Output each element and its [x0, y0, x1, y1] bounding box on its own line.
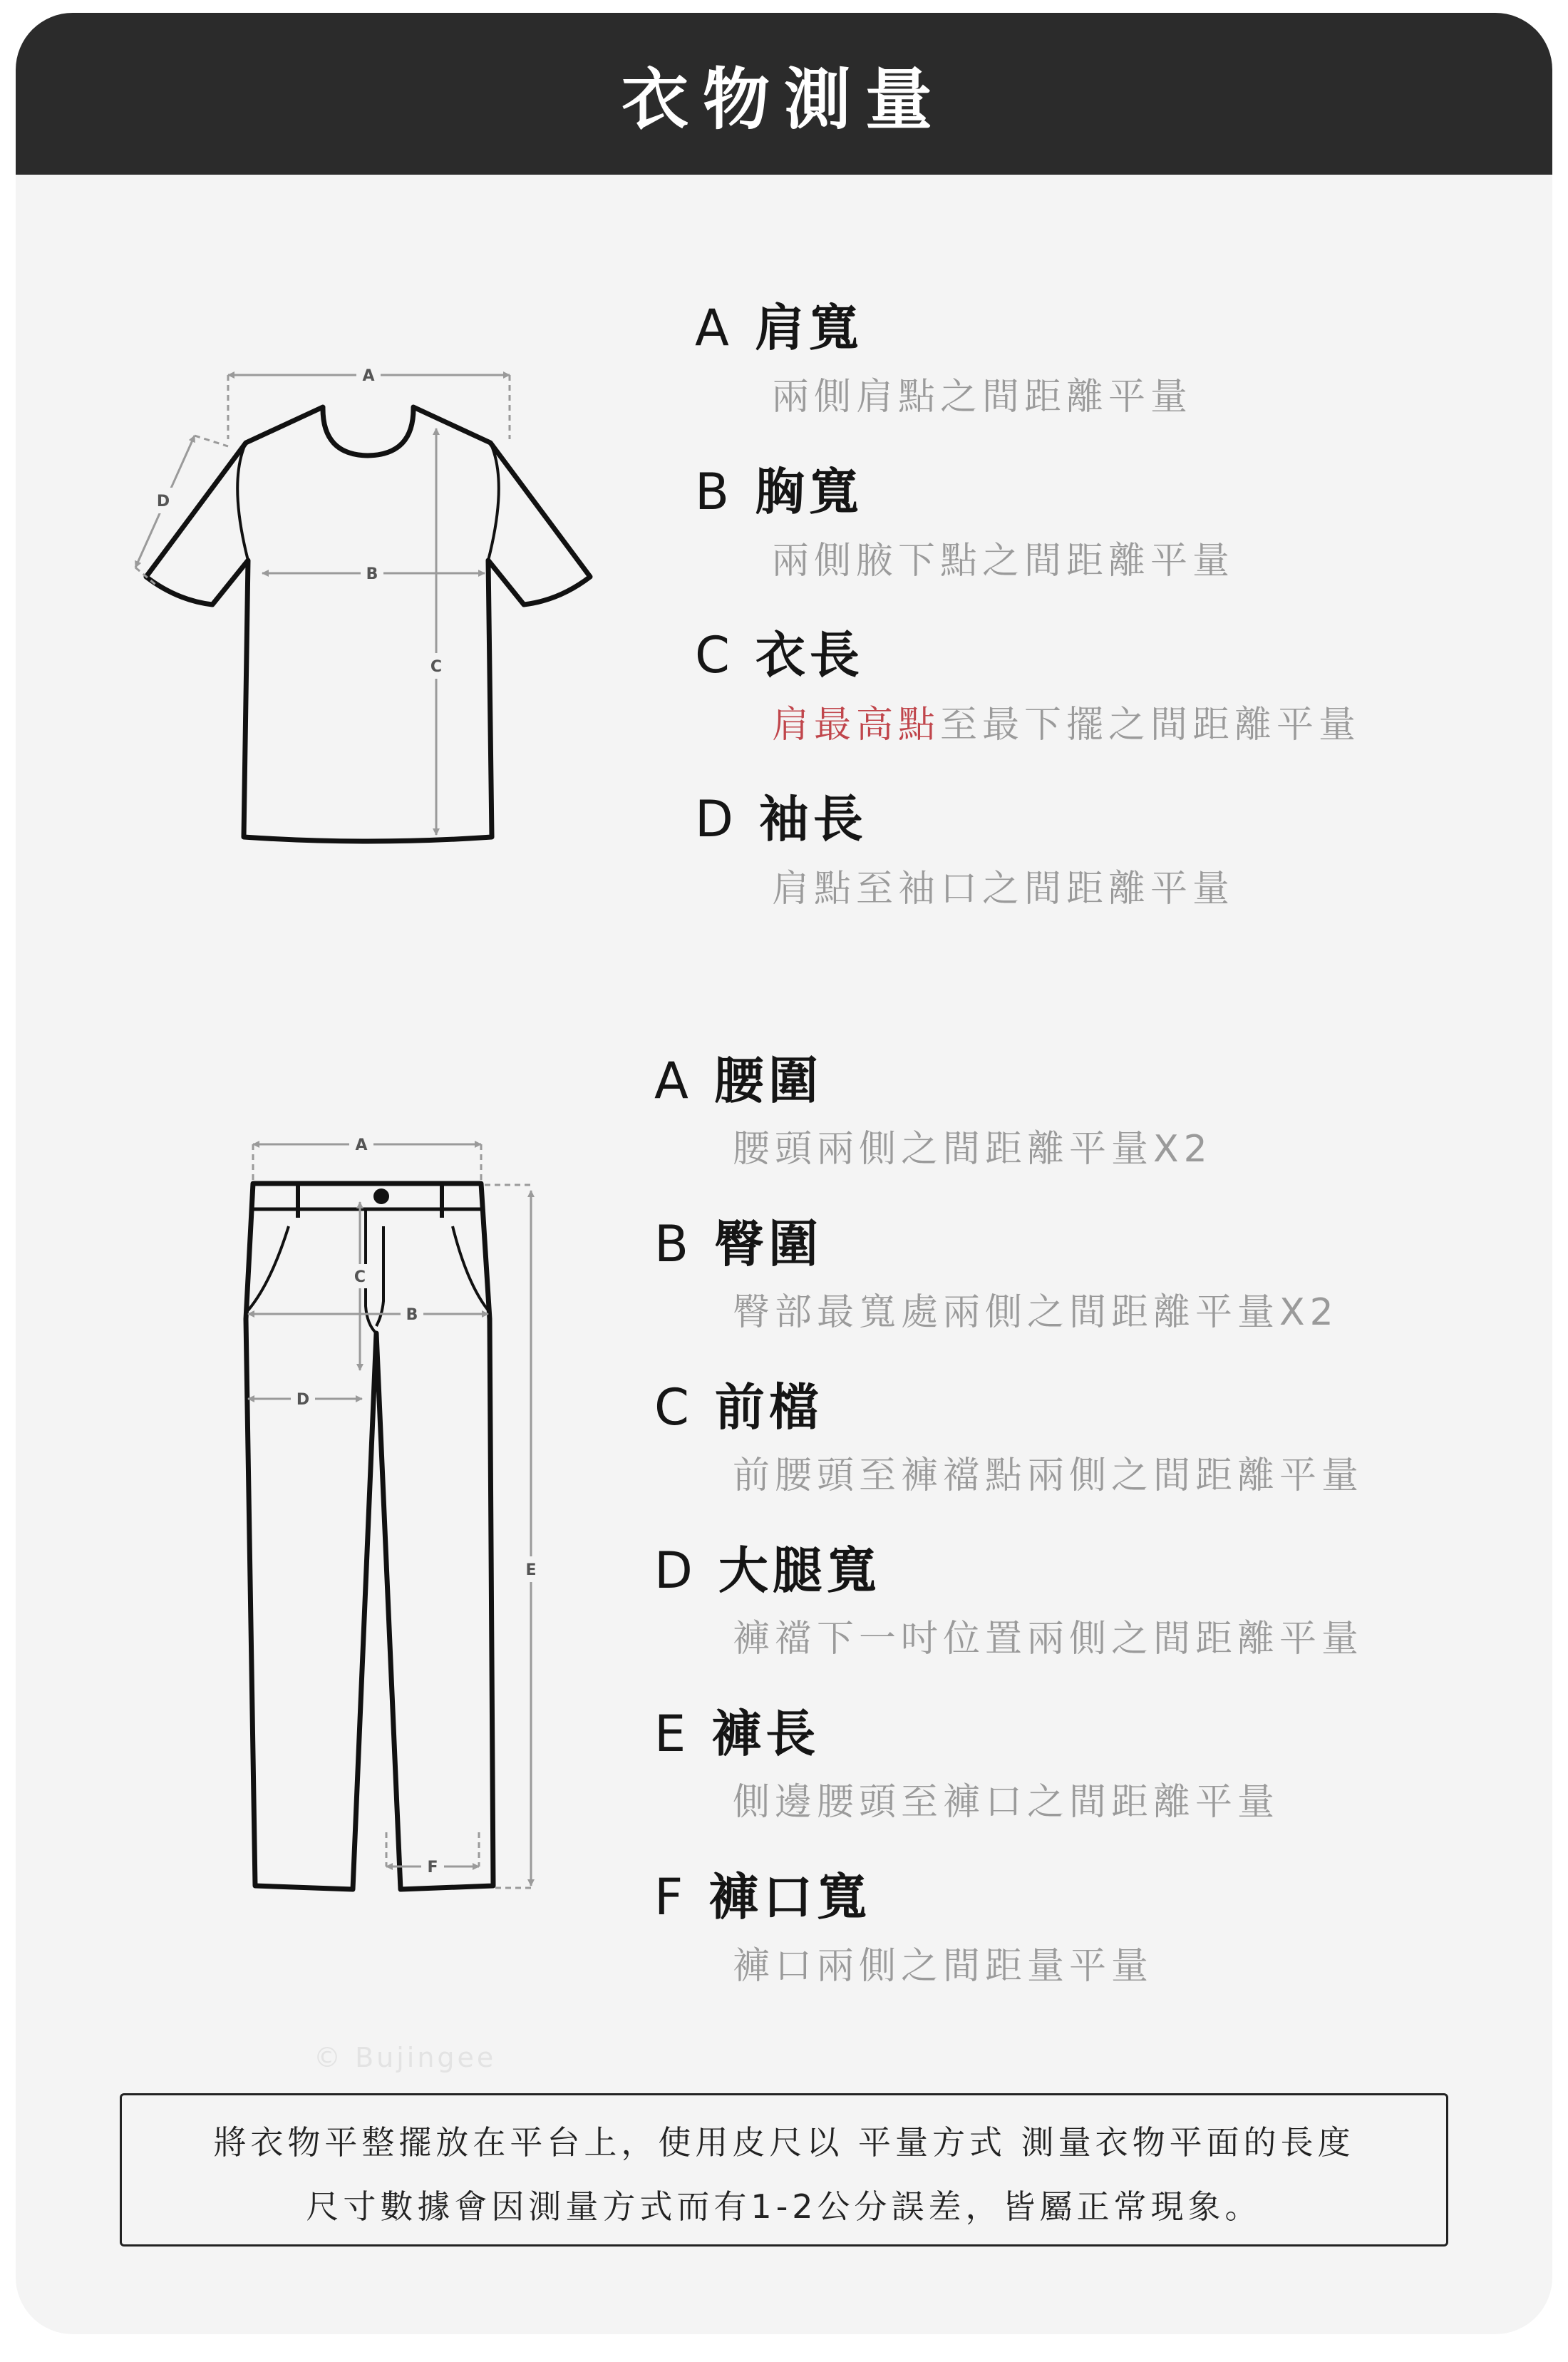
- shirt-item-d-title: D 袖長: [695, 790, 867, 848]
- shirt-label-b: B: [366, 565, 378, 583]
- pants-item-f-desc: 褲口兩側之間距量平量: [733, 1945, 1154, 1988]
- pants-item-f-title: F 褲口寬: [654, 1868, 872, 1926]
- measurement-note-box: [120, 2093, 1448, 2247]
- shirt-outline: [146, 407, 590, 841]
- pants-item-e-desc: 側邊腰頭至褲口之間距離平量: [733, 1781, 1280, 1824]
- pants-item-a-title: A 腰圍: [654, 1052, 822, 1110]
- pants-label-e: E: [525, 1561, 537, 1579]
- pants-item-e-title: E 褲長: [654, 1705, 820, 1763]
- pants-outline: [246, 1183, 493, 1889]
- shirt-item-d-desc: 肩點至袖口之間距離平量: [772, 868, 1235, 910]
- pants-item-b-desc: 臀部最寬處兩側之間距離平量X2: [733, 1291, 1339, 1334]
- shirt-item-a-title: A 肩寬: [695, 299, 863, 357]
- pants-diagram: [214, 1119, 570, 1904]
- note-line-1: 將衣物平整擺放在平台上，使用皮尺以 平量方式 測量衣物平面的長度: [213, 2123, 1355, 2162]
- pants-item-b-title: B 臀圍: [654, 1215, 823, 1273]
- note-line-2: 尺寸數據會因測量方式而有1-2公分誤差，皆屬正常現象。: [306, 2187, 1262, 2226]
- shirt-measure-lines: [135, 375, 510, 835]
- page-title: 衣物測量: [621, 61, 947, 139]
- shirt-item-a-desc: 兩側肩點之間距離平量: [772, 376, 1193, 419]
- pants-item-d-desc: 褲襠下一吋位置兩側之間距離平量: [733, 1618, 1364, 1660]
- watermark: © Bujingee: [314, 2042, 497, 2073]
- shirt-diagram: [114, 346, 613, 853]
- pants-item-d-title: D 大腿寬: [654, 1541, 881, 1600]
- pants-item-c-title: C 前檔: [654, 1378, 823, 1437]
- shirt-item-c-title: C 衣長: [695, 626, 864, 684]
- highlight-text: 肩最高點: [772, 704, 941, 746]
- size-guide-card: [16, 13, 1552, 2334]
- pants-item-a-desc: 腰頭兩側之間距離平量X2: [733, 1128, 1212, 1171]
- shirt-label-c: C: [430, 658, 443, 676]
- pants-label-f: F: [427, 1859, 438, 1876]
- pants-label-d: D: [296, 1391, 310, 1409]
- pants-label-a: A: [355, 1136, 368, 1154]
- shirt-label-d: D: [156, 493, 170, 510]
- header-bar: [16, 13, 1552, 175]
- shirt-label-a: A: [362, 367, 375, 385]
- shirt-item-c-desc: 肩最高點至最下擺之間距離平量: [772, 704, 1361, 746]
- pants-label-c: C: [354, 1268, 366, 1286]
- pants-label-b: B: [406, 1306, 418, 1324]
- shirt-item-b-title: B 胸寬: [695, 463, 864, 521]
- shirt-item-b-desc: 兩側腋下點之間距離平量: [772, 540, 1235, 582]
- pants-item-c-desc: 前腰頭至褲襠點兩側之間距離平量: [733, 1454, 1364, 1497]
